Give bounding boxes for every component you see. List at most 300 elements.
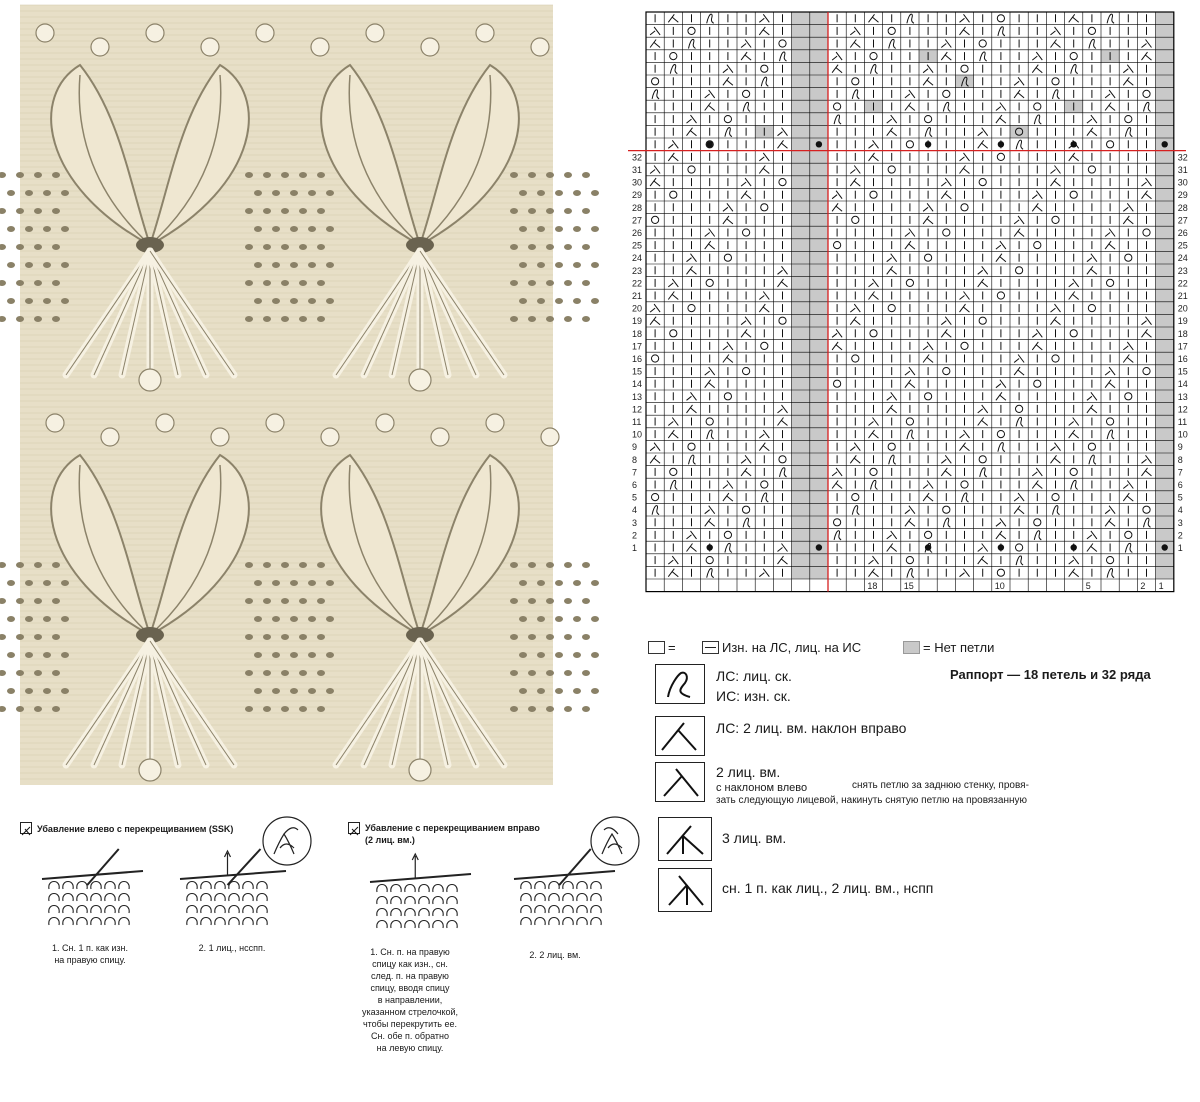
bobble <box>256 24 274 42</box>
eyelet <box>25 190 33 196</box>
row-number-right: 22 <box>1177 278 1188 289</box>
eyelet <box>0 706 6 712</box>
stitch-loop <box>187 918 197 926</box>
eyelet <box>591 688 599 694</box>
eyelet <box>52 316 60 322</box>
stitch-loop <box>563 882 573 890</box>
row-number-left: 12 <box>632 404 643 415</box>
stitch-loop <box>433 885 443 893</box>
row-number-left: 9 <box>632 442 638 453</box>
eyelet <box>299 598 307 604</box>
stitch-loop <box>391 897 401 905</box>
eyelet <box>34 316 42 322</box>
no-stitch-column <box>810 12 828 579</box>
eyelet <box>537 298 545 304</box>
eyelet <box>326 688 334 694</box>
eyelet <box>254 616 262 622</box>
eyelet <box>582 706 590 712</box>
eyelet <box>308 688 316 694</box>
eyelet <box>582 316 590 322</box>
eyelet <box>519 226 527 232</box>
stitch-loop <box>447 885 457 893</box>
k2tog-technique-icon <box>348 822 360 834</box>
eyelet <box>272 262 280 268</box>
no-stitch-legend-label: = Нет петли <box>923 640 995 655</box>
bobble-mark <box>998 141 1004 147</box>
eyelet <box>326 190 334 196</box>
eyelet <box>34 598 42 604</box>
stitch-loop <box>405 909 415 917</box>
column-number: 10 <box>994 581 1005 592</box>
row-number-left: 11 <box>632 417 642 428</box>
stitch-loop <box>77 882 87 890</box>
eyelet <box>317 598 325 604</box>
eyelet <box>582 208 590 214</box>
direction-arrow <box>225 851 231 875</box>
knit-swatch-photo <box>20 5 553 785</box>
eyelet <box>299 280 307 286</box>
stitch-loop <box>105 882 115 890</box>
bobble <box>139 759 161 781</box>
stitch-loop <box>119 894 129 902</box>
bobble <box>421 38 439 56</box>
twisted-stitch-legend-icon <box>655 664 705 704</box>
eyelet <box>528 598 536 604</box>
row-number-right: 7 <box>1177 467 1183 478</box>
bobble <box>91 38 109 56</box>
eyelet <box>317 706 325 712</box>
eyelet <box>61 298 69 304</box>
eyelet <box>290 688 298 694</box>
eyelet <box>0 316 6 322</box>
row-number-left: 21 <box>632 291 643 302</box>
eyelet <box>537 688 545 694</box>
eyelet <box>317 670 325 676</box>
row-number-left: 22 <box>632 278 643 289</box>
no-stitch-swatch-key <box>903 641 920 654</box>
eyelet <box>7 190 15 196</box>
eyelet <box>546 316 554 322</box>
eyelet <box>326 298 334 304</box>
eyelet <box>290 616 298 622</box>
eyelet <box>564 244 572 250</box>
eyelet <box>281 244 289 250</box>
eyelet <box>546 706 554 712</box>
eyelet <box>25 580 33 586</box>
stitch-loop <box>91 906 101 914</box>
row-number-left: 5 <box>632 492 638 503</box>
stitch-loop <box>391 921 401 929</box>
eyelet <box>43 616 51 622</box>
stitch-loop <box>63 882 73 890</box>
stitch-loop <box>563 918 573 926</box>
eyelet <box>528 208 536 214</box>
eyelet <box>263 244 271 250</box>
eyelet <box>263 634 271 640</box>
column-number: 2 <box>1140 581 1146 592</box>
stitch-loop <box>535 882 545 890</box>
eyelet <box>519 190 527 196</box>
bobble-mark <box>707 544 713 550</box>
bobble <box>409 759 431 781</box>
eyelet <box>281 316 289 322</box>
stitch-loop <box>433 897 443 905</box>
knit-swatch-key <box>648 641 665 654</box>
bobble <box>409 369 431 391</box>
eyelet <box>510 280 518 286</box>
stitch-loop <box>105 906 115 914</box>
eyelet <box>290 226 298 232</box>
bobble <box>431 428 449 446</box>
eyelet <box>299 706 307 712</box>
eyelet <box>52 208 60 214</box>
stitch-loop <box>201 906 211 914</box>
stitch-loop <box>77 894 87 902</box>
eyelet <box>263 670 271 676</box>
row-number-left: 3 <box>632 517 638 528</box>
eyelet <box>0 562 6 568</box>
eyelet <box>25 616 33 622</box>
eyelet <box>245 562 253 568</box>
eyelet <box>281 706 289 712</box>
k2tog-step1-caption <box>350 946 470 1054</box>
stitch-loop <box>419 921 429 929</box>
no-stitch-cell <box>1010 125 1028 138</box>
eyelet <box>555 580 563 586</box>
bobble <box>201 38 219 56</box>
column-number: 15 <box>903 581 914 592</box>
eyelet <box>510 316 518 322</box>
eyelet <box>16 706 24 712</box>
eyelet <box>272 298 280 304</box>
row-number-right: 16 <box>1177 354 1188 365</box>
eyelet <box>564 280 572 286</box>
bobble <box>311 38 329 56</box>
eyelet <box>555 262 563 268</box>
eyelet <box>308 262 316 268</box>
bobble <box>266 414 284 432</box>
stitch-loop <box>591 906 601 914</box>
eyelet <box>290 298 298 304</box>
caption-line: спицу, вводя спицу <box>370 983 450 993</box>
eyelet <box>573 652 581 658</box>
eyelet <box>61 652 69 658</box>
caption-line: 1. Сн. 1 п. как изн. <box>51 943 129 953</box>
bobble <box>101 428 119 446</box>
twisted-ws-label: ИС: изн. ск. <box>716 688 791 704</box>
eyelet <box>528 244 536 250</box>
eyelet <box>537 262 545 268</box>
caption-line: 1. Сн. п. на правую <box>370 947 450 957</box>
bobble <box>366 24 384 42</box>
stitch-loop <box>105 894 115 902</box>
caption-line: чтобы перекрутить ее. <box>362 1019 458 1029</box>
purl-swatch-key <box>702 641 719 654</box>
eyelet <box>272 652 280 658</box>
eyelet <box>582 598 590 604</box>
eyelet <box>573 262 581 268</box>
eyelet <box>281 280 289 286</box>
eyelet <box>308 616 316 622</box>
eyelet <box>0 208 6 214</box>
eyelet <box>43 688 51 694</box>
row-number-right: 8 <box>1177 454 1183 465</box>
eyelet <box>573 688 581 694</box>
rapport-label: Раппорт — 18 петель и 32 ряда <box>950 667 1151 682</box>
eyelet <box>43 298 51 304</box>
eyelet <box>555 688 563 694</box>
eyelet <box>546 634 554 640</box>
eyelet <box>25 262 33 268</box>
eyelet <box>263 208 271 214</box>
stitch-loop <box>377 909 387 917</box>
eyelet <box>16 598 24 604</box>
row-number-left: 6 <box>632 480 638 491</box>
row-number-left: 17 <box>632 341 643 352</box>
eyelet <box>272 226 280 232</box>
row-number-right: 1 <box>1177 543 1183 554</box>
ssk-step2-caption <box>172 942 292 954</box>
eyelet <box>546 670 554 676</box>
eyelet <box>0 172 6 178</box>
stitch-loop <box>243 882 253 890</box>
eyelet <box>52 280 60 286</box>
eyelet <box>564 316 572 322</box>
eyelet <box>290 652 298 658</box>
eyelet <box>299 244 307 250</box>
eyelet <box>510 634 518 640</box>
eyelet <box>16 244 24 250</box>
eyelet <box>537 616 545 622</box>
no-stitch-text: Нет петли <box>934 640 995 655</box>
caption-line: спицу как изн., сн. <box>372 959 448 969</box>
bobble <box>376 414 394 432</box>
eyelet <box>263 598 271 604</box>
eyelet <box>281 208 289 214</box>
eyelet <box>245 634 253 640</box>
eyelet <box>317 244 325 250</box>
eyelet <box>254 652 262 658</box>
eyelet <box>245 172 253 178</box>
eyelet <box>537 226 545 232</box>
eyelet <box>34 706 42 712</box>
eyelet <box>299 208 307 214</box>
eyelet <box>591 580 599 586</box>
row-number-left: 7 <box>632 467 638 478</box>
stitch-loop <box>49 918 59 926</box>
eyelet <box>299 634 307 640</box>
sk2p-legend-label: сн. 1 п. как лиц., 2 лиц. вм., нспп <box>722 880 934 896</box>
eyelet <box>263 316 271 322</box>
stitch-loop <box>447 921 457 929</box>
row-number-right: 32 <box>1177 152 1188 163</box>
eyelet <box>573 190 581 196</box>
eyelet <box>510 670 518 676</box>
eyelet <box>546 280 554 286</box>
title-line: Убавление с перекрещиванием вправо <box>365 823 540 833</box>
stitch-loop <box>215 894 225 902</box>
eyelet <box>254 580 262 586</box>
stitch-loop <box>257 906 267 914</box>
eyelet <box>308 226 316 232</box>
eyelet <box>564 706 572 712</box>
k2tog-technique-title <box>365 822 540 846</box>
eyelet <box>272 580 280 586</box>
stitch-loop <box>119 906 129 914</box>
stitch-loop <box>549 906 559 914</box>
eyelet <box>34 670 42 676</box>
eyelet <box>591 298 599 304</box>
bobble <box>486 414 504 432</box>
caption-line: 2. 2 лиц. вм. <box>529 950 581 960</box>
eyelet <box>0 280 6 286</box>
bobble <box>146 24 164 42</box>
row-number-right: 13 <box>1177 391 1188 402</box>
right-needle <box>87 849 119 885</box>
eyelet <box>546 562 554 568</box>
stitch-loop <box>105 918 115 926</box>
eyelet <box>519 262 527 268</box>
k2tog-step2-illustration <box>512 845 617 940</box>
row-number-left: 4 <box>632 505 638 516</box>
bobble-mark <box>1162 141 1168 147</box>
stitch-loop <box>577 882 587 890</box>
eyelet <box>564 172 572 178</box>
eyelet <box>245 280 253 286</box>
eyelet <box>326 616 334 622</box>
stitch-loop <box>377 885 387 893</box>
eyelet <box>34 244 42 250</box>
eyelet <box>254 226 262 232</box>
no-stitch-cell <box>955 75 973 88</box>
row-number-left: 1 <box>632 543 638 554</box>
eyelet <box>25 298 33 304</box>
eyelet <box>510 244 518 250</box>
stitch-loop <box>591 894 601 902</box>
bobble <box>211 428 229 446</box>
eyelet <box>546 208 554 214</box>
eyelet <box>52 670 60 676</box>
eyelet <box>555 190 563 196</box>
eyelet <box>290 580 298 586</box>
eyelet <box>591 652 599 658</box>
eyelet <box>0 598 6 604</box>
row-number-right: 28 <box>1177 202 1188 213</box>
eyelet <box>299 316 307 322</box>
eyelet <box>582 172 590 178</box>
eyelet <box>326 580 334 586</box>
eyelet <box>564 598 572 604</box>
twisted-rs-label: ЛС: лиц. ск. <box>716 668 792 684</box>
stitch-loop <box>63 918 73 926</box>
eyelet <box>43 190 51 196</box>
eyelet <box>582 562 590 568</box>
stitch-loop <box>377 921 387 929</box>
eyelet <box>254 688 262 694</box>
knitting-chart <box>628 10 1186 625</box>
eyelet <box>317 208 325 214</box>
eyelet <box>61 688 69 694</box>
row-number-right: 12 <box>1177 404 1188 415</box>
eyelet <box>528 172 536 178</box>
eyelet <box>555 226 563 232</box>
stitch-loop <box>521 882 531 890</box>
bobble <box>156 414 174 432</box>
row-number-right: 24 <box>1177 253 1188 264</box>
eyelet <box>52 598 60 604</box>
bobble-mark <box>816 544 822 550</box>
eyelet <box>546 244 554 250</box>
eyelet <box>519 298 527 304</box>
row-number-left: 8 <box>632 454 638 465</box>
stitch-loop <box>49 906 59 914</box>
eyelet <box>61 190 69 196</box>
direction-arrow <box>412 854 418 878</box>
eyelet <box>573 298 581 304</box>
eyelet <box>245 670 253 676</box>
row-number-right: 20 <box>1177 303 1188 314</box>
eyelet <box>52 562 60 568</box>
eyelet <box>16 280 24 286</box>
stitch-loop <box>91 882 101 890</box>
bobble <box>541 428 559 446</box>
bobble-mark <box>816 141 822 147</box>
row-number-right: 9 <box>1177 442 1183 453</box>
right-needle <box>228 849 261 885</box>
row-number-right: 5 <box>1177 492 1183 503</box>
bobble <box>531 38 549 56</box>
eyelet <box>43 580 51 586</box>
eyelet <box>52 244 60 250</box>
row-number-left: 28 <box>632 202 643 213</box>
eyelet <box>61 226 69 232</box>
stitch-loop <box>521 894 531 902</box>
eyelet <box>537 580 545 586</box>
stitch-loop <box>229 906 239 914</box>
row-number-left: 14 <box>632 379 643 390</box>
eyelet <box>43 652 51 658</box>
eyelet <box>52 706 60 712</box>
row-number-right: 14 <box>1177 379 1188 390</box>
stitch-loop <box>187 894 197 902</box>
eyelet <box>591 262 599 268</box>
row-number-right: 10 <box>1177 429 1188 440</box>
caption-line: на левую спицу. <box>376 1043 444 1053</box>
stitch-loop <box>419 909 429 917</box>
eyelet <box>537 190 545 196</box>
column-number: 1 <box>1158 581 1164 592</box>
stitch-loop <box>535 894 545 902</box>
eyelet <box>7 580 15 586</box>
eyelet <box>34 634 42 640</box>
eyelet <box>281 172 289 178</box>
row-number-left: 16 <box>632 354 643 365</box>
eyelet <box>528 316 536 322</box>
eyelet <box>61 262 69 268</box>
eyelet <box>317 634 325 640</box>
chart-grid <box>628 10 1186 625</box>
purl-legend-label: Изн. на ЛС, лиц. на ИС <box>722 640 862 655</box>
no-stitch-column <box>792 12 810 579</box>
eyelet <box>582 670 590 676</box>
eyelet <box>16 208 24 214</box>
row-number-right: 23 <box>1177 265 1188 276</box>
stitch-loop <box>215 882 225 890</box>
bobble-mark <box>1071 141 1077 147</box>
eyelet <box>281 670 289 676</box>
row-number-right: 11 <box>1177 417 1188 428</box>
stitch-loop <box>591 918 601 926</box>
